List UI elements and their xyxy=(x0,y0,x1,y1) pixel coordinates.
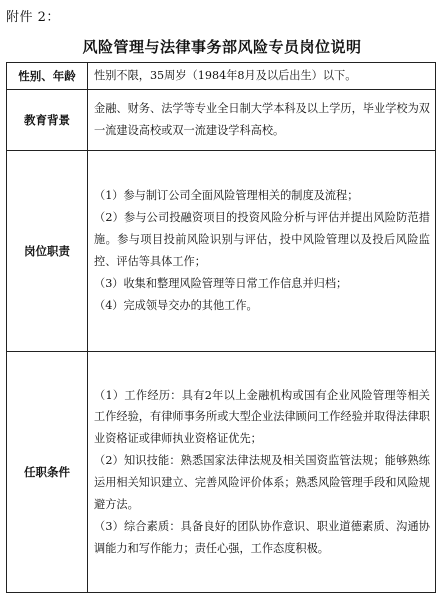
row-label-education: 教育背景 xyxy=(7,90,88,151)
requirement-item-2: （2）知识技能：熟悉国家法律法规及相关国资监管法规；能够熟练运用相关知识建立、完善风险评价体系；熟悉风险管理手段和风险规避方法。 xyxy=(94,454,430,511)
duty-item-3: （3）收集和整理风险管理等日常工作信息并归档； xyxy=(94,276,348,290)
duty-item-1: （1）参与制订公司全面风险管理相关的制度及流程； xyxy=(94,189,359,203)
row-content-gender-age xyxy=(88,63,436,90)
requirement-item-1: （1）工作经历：具有2年以上金融机构或国有企业风险管理等相关工作经验，有律师事务所或大型企业法律顾问工作经验并取得法律职业资格证或律师执业资格证优先； xyxy=(94,388,430,446)
row-content-duties xyxy=(88,151,436,352)
table-row xyxy=(7,352,436,593)
row-label-gender-age: 性别、年龄 xyxy=(7,63,88,90)
row-label-requirements: 任职条件 xyxy=(7,352,88,593)
document-title: 风险管理与法律事务部风险专员岗位说明 xyxy=(82,38,362,56)
job-description-table xyxy=(6,62,436,593)
duty-item-2: （2）参与公司投融资项目的投资风险分析与评估并提出风险防范措施。参与项目投前风险识别与评估，投中风险管理以及投后风险监控、评估等具体工作； xyxy=(94,211,430,268)
requirement-item-3: （3）综合素质：具备良好的团队协作意识、职业道德素质、沟通协调能力和写作能力；责任心强，工作态度积极。 xyxy=(94,519,430,555)
row-content-requirements xyxy=(88,352,436,593)
table-row xyxy=(7,151,436,352)
duty-item-4: （4）完成领导交办的其他工作。 xyxy=(94,298,258,312)
content-line: 金融、财务、法学等专业全日制大学本科及以上学历，毕业学校为双一流建设高校或双一流建设学科高校。 xyxy=(94,102,430,137)
row-content-education xyxy=(88,90,436,151)
row-label-duties: 岗位职责 xyxy=(7,151,88,352)
table-row xyxy=(7,90,436,151)
attachment-label: 附件 2： xyxy=(6,10,60,25)
table-row xyxy=(7,63,436,90)
content-line: 性别不限，35周岁（1984年8月及以后出生）以下。 xyxy=(94,69,357,83)
